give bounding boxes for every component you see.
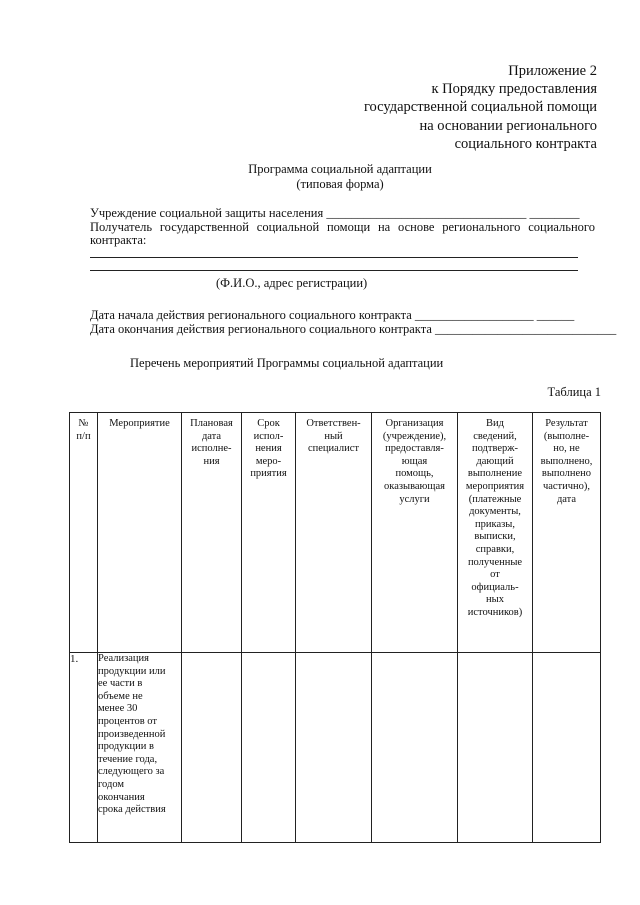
institution-row xyxy=(90,207,595,221)
end-date-label: Дата окончания действия регионального социального контракта xyxy=(90,321,432,336)
row-activity: Реализация продукции или ее части в объеме не менее 30 процентов от произведенной продукции в течение года, следующего за годом окончания срока действия xyxy=(98,653,182,843)
appendix-line: государственной социальной помощи xyxy=(363,99,597,116)
start-date-field[interactable]: ___________________ ______ xyxy=(414,308,575,322)
header-organization: Организация (учреждение), предоставля- ющая помощь, оказывающая услуги xyxy=(372,413,458,653)
institution-label: Учреждение социальной защиты населения xyxy=(90,206,324,220)
activities-table xyxy=(69,412,601,843)
program-title: Программа социальной адаптации xyxy=(248,162,432,176)
program-subtitle: (типовая форма) xyxy=(296,177,384,191)
start-date-label: Дата начала действия регионального социального контракта xyxy=(90,308,412,322)
recipient-line-1: Получатель государственной социальной помощи на основе регионального социального xyxy=(90,219,595,234)
row-deadline-cell[interactable] xyxy=(242,653,296,843)
recipient-line-2: контракта: xyxy=(90,233,147,247)
institution-field[interactable]: ________________________________ ________ xyxy=(326,206,580,220)
activities-list-title: Перечень мероприятий Программы социальной адаптации xyxy=(130,356,444,370)
table-header-row xyxy=(70,413,601,653)
header-responsible: Ответствен- ный специалист xyxy=(296,413,372,653)
header-deadline: Срок испол- нения меро- приятия xyxy=(242,413,296,653)
fio-caption: (Ф.И.О., адрес регистрации) xyxy=(216,275,368,290)
end-date-field[interactable]: _____________________________ xyxy=(435,321,617,336)
recipient-blank-line-1[interactable] xyxy=(90,257,578,258)
row-result-cell[interactable] xyxy=(533,653,601,843)
row-evidence-cell[interactable] xyxy=(458,653,533,843)
row-responsible-cell[interactable] xyxy=(296,653,372,843)
start-date-row xyxy=(90,309,595,323)
header-evidence-type: Вид сведений, подтверж- дающий выполнение мероприятия (платежные документы, приказы, выписки, справки, полученные от официаль- ных источников) xyxy=(458,413,533,653)
end-date-row xyxy=(90,321,617,337)
appendix-line: на основании регионального xyxy=(419,117,597,134)
appendix-line: Приложение 2 xyxy=(508,63,597,79)
header-result: Результат (выполне- но, не выполнено, выполнено частично), дата xyxy=(533,413,601,653)
table-row xyxy=(70,653,601,843)
header-activity: Мероприятие xyxy=(98,413,182,653)
header-number: № п/п xyxy=(70,413,98,653)
appendix-line: к Порядку предоставления xyxy=(431,81,597,98)
appendix-line: социального контракта xyxy=(454,135,597,152)
header-planned-date: Плановая дата исполне- ния xyxy=(182,413,242,653)
row-organization-cell[interactable] xyxy=(372,653,458,843)
program-title-block xyxy=(0,162,640,192)
appendix-header xyxy=(364,62,597,153)
row-planned-date-cell[interactable] xyxy=(182,653,242,843)
recipient-blank-line-2[interactable] xyxy=(90,270,578,271)
row-number: 1. xyxy=(70,653,98,843)
contract-fields xyxy=(90,206,617,336)
table-label: Таблица 1 xyxy=(547,385,601,399)
